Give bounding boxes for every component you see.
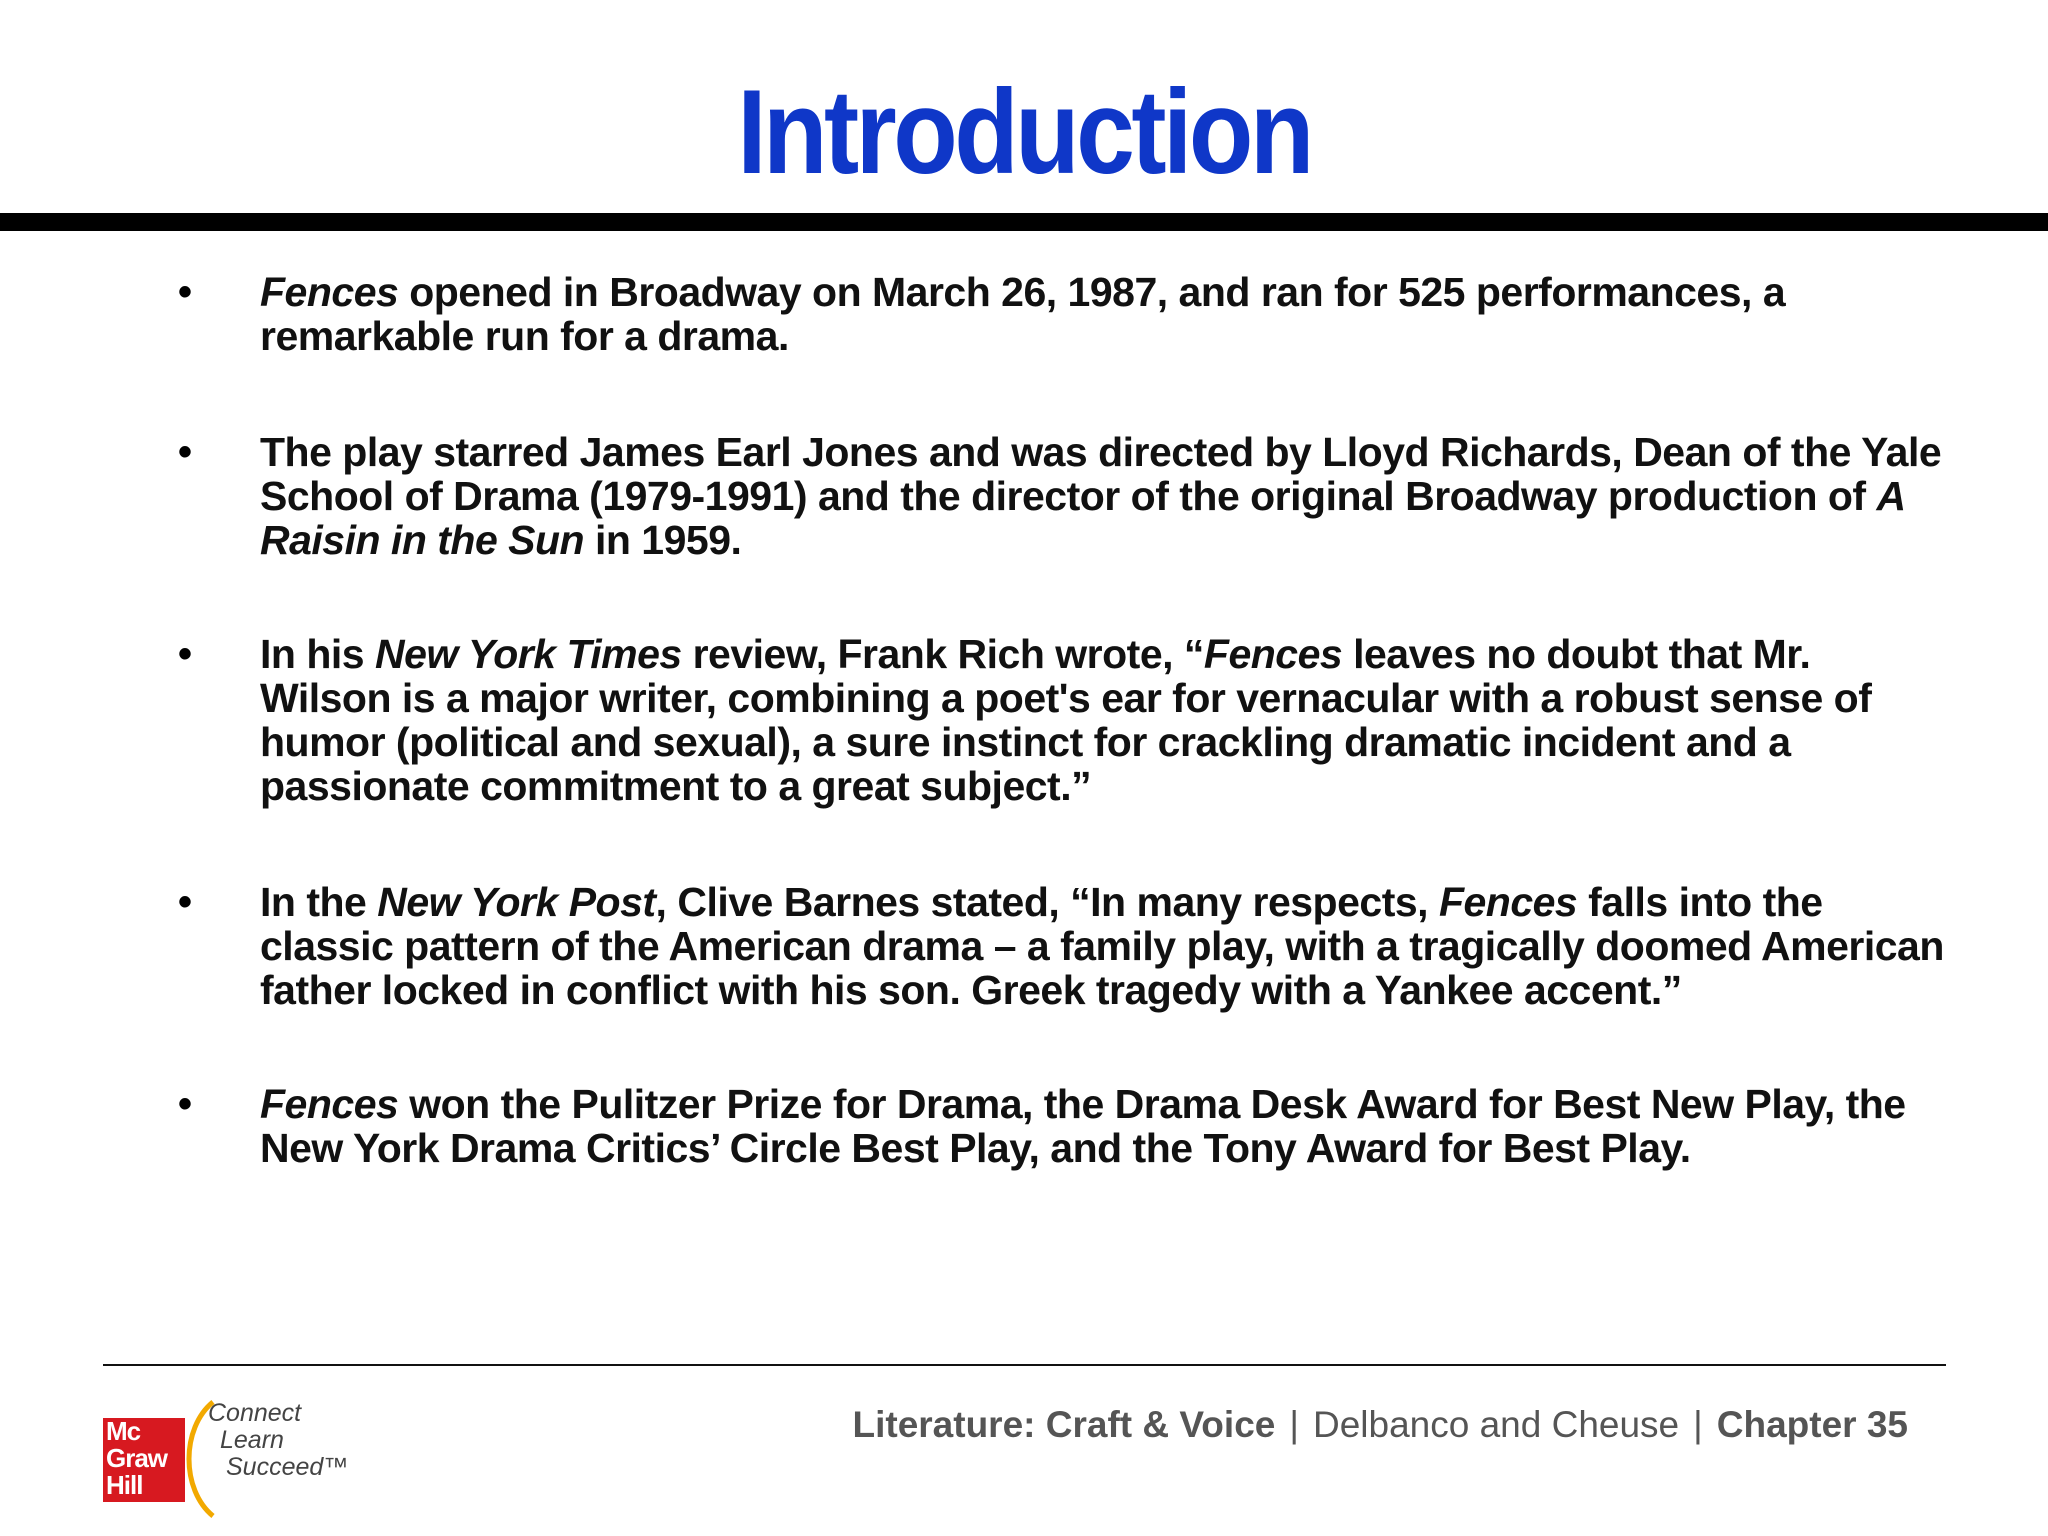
bullet-text <box>260 1082 1950 1170</box>
footer-book: Literature: Craft & Voice <box>852 1404 1276 1445</box>
title-divider <box>0 213 2048 231</box>
bullet-text-segment: review, Frank Rich wrote, “ <box>681 631 1204 677</box>
bullet-dot: • <box>178 632 193 676</box>
bullet-dot: • <box>178 430 193 474</box>
bullet-dot: • <box>178 1082 193 1126</box>
footer-chapter: Chapter 35 <box>1716 1404 1908 1445</box>
bullet-text-segment: won the Pulitzer Prize for Drama, the Drama Desk Award for Best New Play, the New York Drama Critics’ Circle Best Play, and the Tony Award for Best Play. <box>260 1081 1906 1171</box>
italic-title-text: Fences <box>260 1081 399 1127</box>
bullet-text <box>260 880 1950 1012</box>
bullet-text-segment: In his <box>260 631 375 677</box>
logo-line: Graw <box>106 1443 168 1473</box>
footer-separator: | <box>1693 1404 1703 1445</box>
footer-citation <box>853 1400 1909 1450</box>
bullet-text-segment: in 1959. <box>584 517 742 563</box>
bullet-text-segment: leaves no doubt that Mr. Wilson is a major writer, combining a poet's ear for vernacular with a robust sense of humor (political and sexual), a sure instinct for crackling dramatic incident and a passionate commitment to a great subject.” <box>260 631 1872 809</box>
italic-title-text: Fences <box>1203 631 1343 677</box>
italic-title-text: Fences <box>260 269 399 315</box>
italic-title-text: New York Times <box>374 631 682 677</box>
bullet-text-segment: , Clive Barnes stated, “In many respects, <box>655 879 1439 925</box>
italic-title-text: A Raisin in the Sun <box>260 473 1905 563</box>
tagline-line: Succeed™ <box>226 1453 349 1481</box>
tagline-line: Connect <box>208 1399 302 1427</box>
footer-authors: Delbanco and Cheuse <box>1312 1404 1680 1445</box>
bullet-item <box>170 270 1970 358</box>
bullet-text-segment: The play starred James Earl Jones and was directed by Lloyd Richards, Dean of the Yale School of Drama (1979-1991) and the director of the original Broadway production of <box>260 429 1942 519</box>
footer-divider <box>103 1364 1946 1366</box>
bullet-item <box>170 632 1970 808</box>
bullet-item <box>170 1082 1970 1170</box>
bullet-item <box>170 880 1970 1012</box>
italic-title-text: New York Post <box>377 879 656 925</box>
bullet-item <box>170 430 1970 562</box>
logo-line: Hill <box>106 1470 143 1500</box>
bullet-dot: • <box>178 880 193 924</box>
tagline-line: Learn <box>220 1426 284 1454</box>
bullet-text-segment: In the <box>260 879 378 925</box>
italic-title-text: Fences <box>1438 879 1578 925</box>
logo-line: Mc <box>106 1416 141 1446</box>
bullet-text-segment: opened in Broadway on March 26, 1987, and ran for 525 performances, a remarkable run for a drama. <box>260 269 1786 359</box>
bullet-text <box>260 270 1950 358</box>
footer-separator: | <box>1289 1404 1299 1445</box>
bullet-text <box>260 430 1950 562</box>
bullet-dot: • <box>178 270 193 314</box>
logo-tagline <box>208 1400 348 1481</box>
mcgraw-hill-logo <box>103 1398 349 1520</box>
slide-title: Introduction <box>737 65 1311 199</box>
bullet-text-segment: falls into the classic pattern of the American drama – a family play, with a tragically doomed American father locked in conflict with his son. Greek tragedy with a Yankee accent.” <box>260 879 1944 1013</box>
bullet-text <box>260 632 1950 808</box>
